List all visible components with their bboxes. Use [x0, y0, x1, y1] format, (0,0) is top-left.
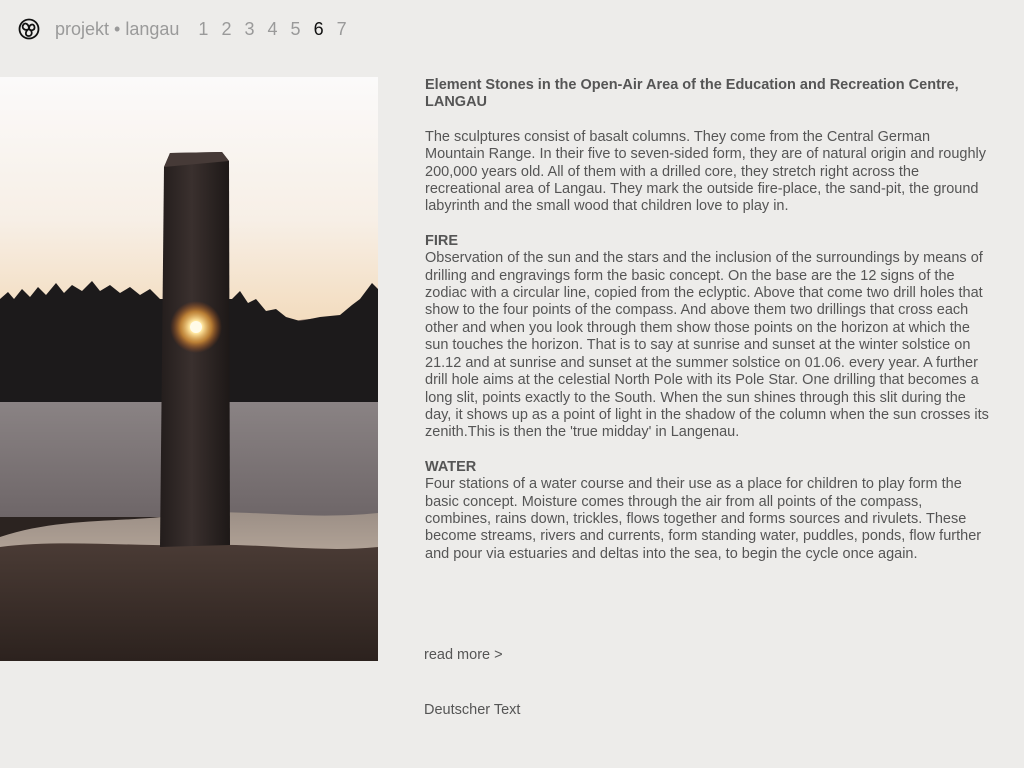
page-link-7[interactable]: 7: [336, 19, 347, 39]
page-link-3[interactable]: 3: [244, 19, 255, 39]
article-heading: Element Stones in the Open-Air Area of the Education and Recreation Centre, LANGAU: [425, 77, 959, 111]
german-text-link[interactable]: Deutscher Text: [424, 702, 521, 718]
page-link-6-active[interactable]: 6: [313, 19, 324, 39]
fire-section: [425, 233, 991, 442]
water-text: Four stations of a water course and their use as a place for children to play form the basic concept. Moisture comes through the air from all points of the compass, combines, rains down, trickles, flows together and forms sources and rivulets. These become streams, rivers and currents, form standing water, puddles, ponds, flow further and pour via estuaries and deltas into the sea, to begin the cycle once again.: [425, 476, 982, 562]
intro-paragraph: The sculptures consist of basalt columns. They come from the Central German Mountain Range. In their five to seven-sided form, they are of natural origin and roughly 200,000 years old. All of them with a drilled core, they stretch right across the recreational area of Langau. They mark the outside fire-place, the sand-pit, the ground labyrinth and the small wood that children love to play in.: [425, 128, 986, 215]
read-more-link[interactable]: read more >: [424, 647, 503, 663]
page-link-2[interactable]: 2: [221, 19, 232, 39]
fire-label: FIRE: [425, 232, 459, 249]
article: [425, 77, 991, 580]
page-link-5[interactable]: 5: [290, 19, 301, 39]
project-title-link[interactable]: projekt • langau: [55, 19, 180, 39]
basalt-column-photo: [0, 77, 378, 661]
page-navigation: [55, 19, 355, 40]
page-link-1[interactable]: 1: [198, 19, 209, 39]
fire-text: Observation of the sun and the stars and the inclusion of the surroundings by means of drilling and engravings form the basic concept. On the base are the 12 signs of the zodiac with a circular line, copied from the eclyptic. Above that come two drill holes that show to the four points of the compass. And above them two drillings that cross each other and when you look through them show those points on the horizon at which the sun touches the horizon. That is to say at sunrise and sunset at the winter solstice on 21.12 and at sunrise and sunset at the summer solstice on 01.06. every year. A further drill hole aims at the celestial North Pole with its Pole Star. One drilling that becomes a long slit, points exactly to the South. When the sun shines through this slit during the day, it shows up as a point of light in the shadow of the column when the sun crosses its zenith.This is then the 'true midday' in Langenau.: [425, 250, 989, 441]
water-label: WATER: [425, 458, 477, 475]
triskele-logo-icon[interactable]: [18, 18, 40, 40]
page-link-4[interactable]: 4: [267, 19, 278, 39]
water-section: [425, 459, 991, 563]
